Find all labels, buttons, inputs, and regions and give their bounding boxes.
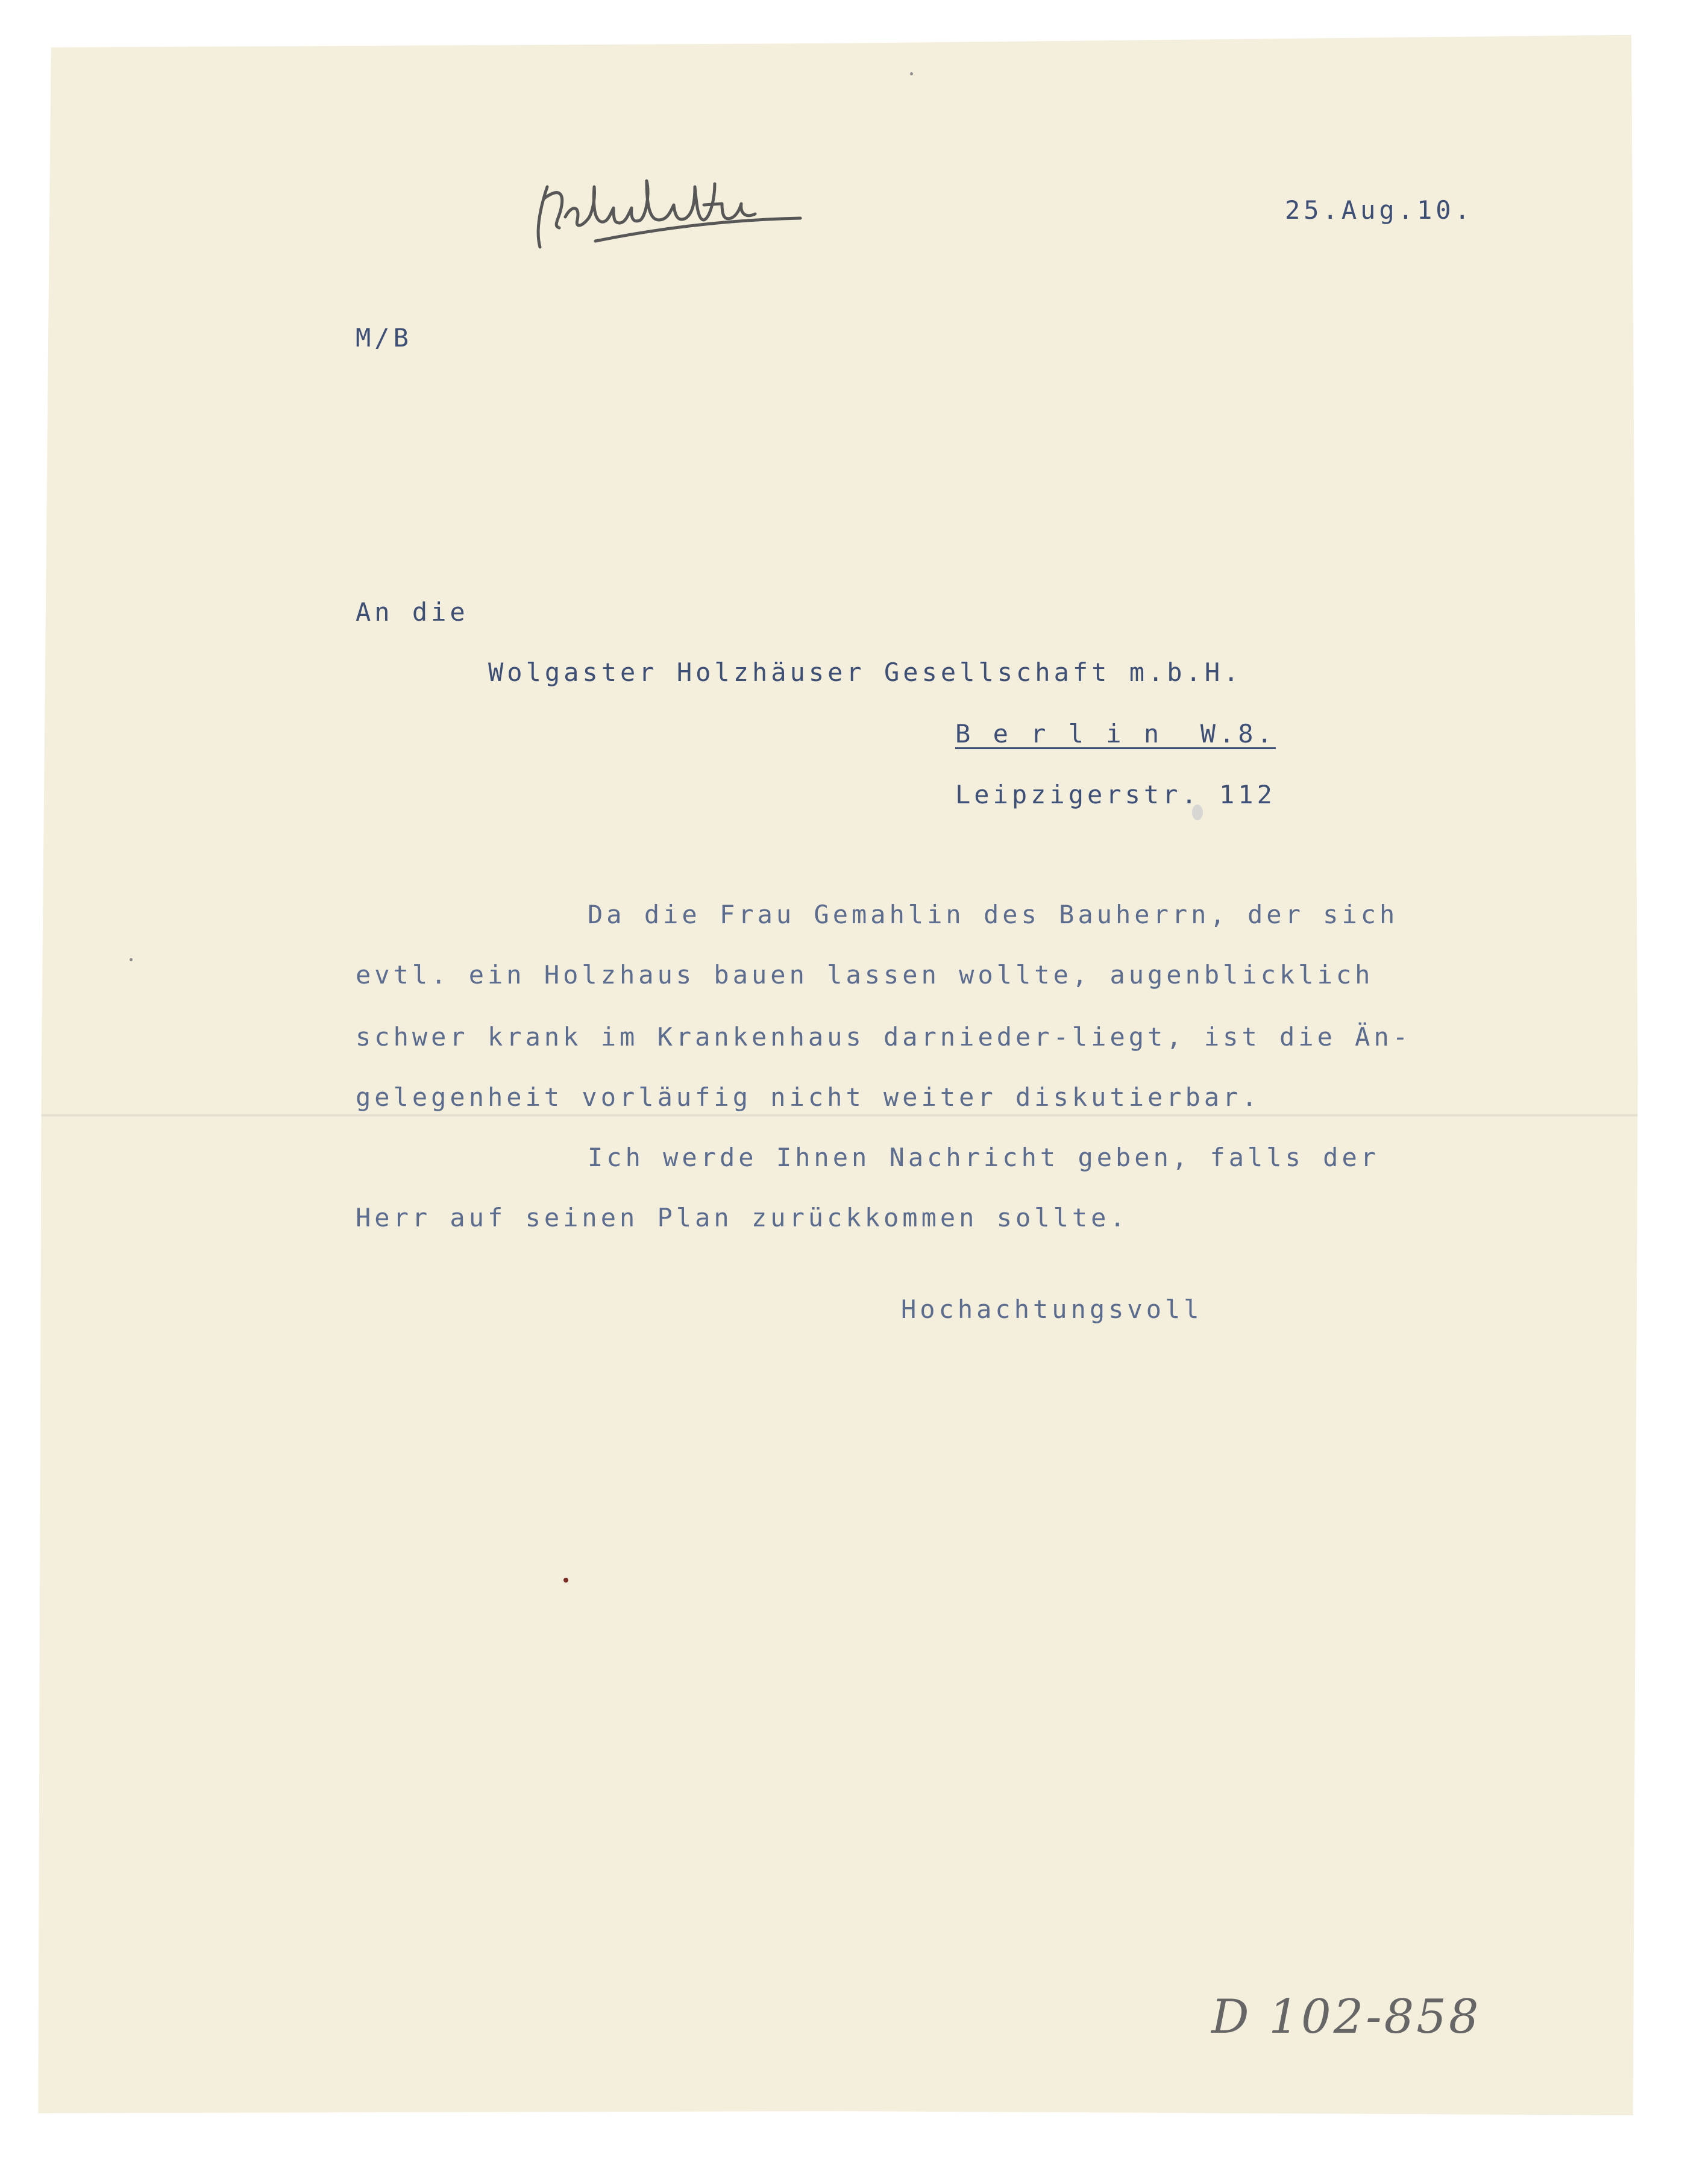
body-line-2: evtl. ein Holzhaus bauen lassen wollte, augenblicklich: [356, 960, 1374, 990]
body-line-1: Da die Frau Gemahlin des Bauherrn, der sich: [588, 900, 1399, 929]
salutation-line: An die: [356, 597, 469, 627]
paper-speck: [563, 1578, 568, 1583]
body-line-5: Ich werde Ihnen Nachricht geben, falls der: [588, 1143, 1380, 1172]
paper-speck: [910, 72, 913, 75]
body-line-6: Herr auf seinen Plan zurückkommen sollte.: [356, 1203, 1129, 1232]
letter-sheet: [35, 35, 1641, 2115]
archive-number: D 102-858: [1211, 1990, 1481, 2044]
paper-fold: [35, 1114, 1641, 1117]
closing-line: Hochachtungsvoll: [901, 1294, 1203, 1324]
paper-speck: [1192, 805, 1203, 820]
recipient-company: Wolgaster Holzhäuser Gesellschaft m.b.H.: [488, 657, 1243, 687]
recipient-city: B e r l i n W.8.: [955, 719, 1276, 748]
pencil-signature: [523, 163, 824, 259]
body-line-3: schwer krank im Krankenhaus darnieder-liegt, ist die Än-: [356, 1022, 1412, 1052]
body-line-4: gelegenheit vorläufig nicht weiter diskutierbar.: [356, 1082, 1261, 1112]
reference-code: M/B: [356, 323, 412, 353]
paper-speck: [130, 958, 133, 961]
recipient-street: Leipzigerstr. 112: [955, 780, 1276, 809]
letter-date: 25.Aug.10.: [1285, 195, 1473, 225]
